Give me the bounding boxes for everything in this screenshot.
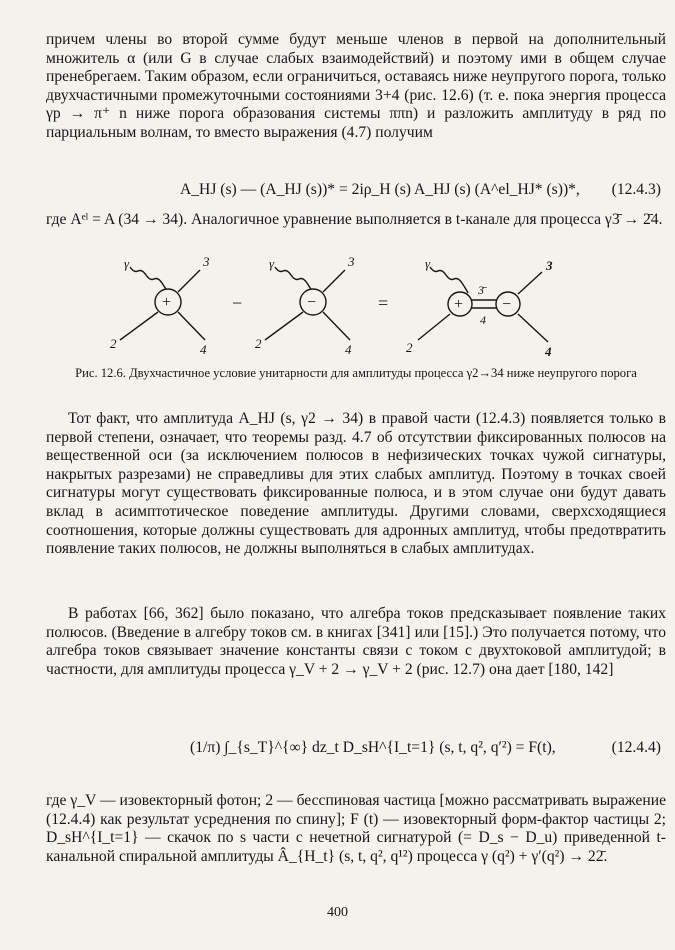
label-minus-right: − (502, 296, 512, 313)
figure-unitarity-diagram (100, 252, 580, 362)
figure-caption-text: Рис. 12.6. Двухчастичное условие унитарности для амплитуды процесса γ2→34 ниже неупругого порога (75, 366, 637, 380)
label-2-1: 2 (110, 336, 117, 351)
figure-caption (46, 366, 666, 381)
paragraph-3-text: Тот факт, что амплитуда A_HJ (s, γ2 → 34) в правой части (12.4.3) появляется только в первой степени, означает, что теоремы разд. 4.7 об отсутствии фиксированных полюсов на вещественной оси (за исключением полюсов в нефизических точках чужой сигнатуры, накрытых разрезами) не справедливы для этих слабых амплитуд. Поэтому в точках своей сигнатуры могут существовать фиксированные полюса, и в этом случае они будут давать вклад в асимптотическое поведение амплитуды. Другими словами, сверхсходящиеся соотношения, которые должны существовать для адронных амплитуд, чтобы предотвратить появление таких полюсов, не должны выполняться в слабых амплитудах. (46, 410, 666, 558)
label-2-2: 2 (255, 336, 262, 351)
label-minus: − (307, 294, 317, 311)
operator-equals: = (378, 293, 389, 313)
photon-line-3 (430, 267, 468, 293)
label-3-1: 3 (203, 254, 210, 269)
label-plus-right: + (454, 296, 464, 313)
label-4-3: 4 (545, 344, 552, 359)
leg-3-diagram-2 (323, 270, 345, 292)
leg-4-diagram-1 (178, 312, 205, 340)
leg-3-diagram-1 (178, 270, 200, 292)
photon-line-2 (275, 267, 313, 293)
label-inner-4: 4 (480, 313, 486, 327)
label-plus: + (162, 294, 172, 311)
leg-3-diagram-3 (518, 272, 542, 294)
paragraph-2-text: где Aᵉˡ = A (34 → 34). Аналогичное уравнение выполняется в t-канале для процесса γ3̄ → 2̄4. (46, 211, 663, 228)
operator-minus: − (232, 293, 243, 313)
paragraph-1 (46, 31, 666, 143)
leg-2-diagram-3 (418, 314, 450, 340)
equation-12-4-4-number (612, 738, 661, 758)
photon-line-1 (130, 267, 168, 293)
equation-12-4-3-number-text: (12.4.3) (611, 181, 661, 198)
label-3-3: 3 (546, 258, 553, 273)
equation-12-4-4-body: (1/π) ∫_{s_T}^{∞} dz_t D_sH^{I_t=1} (s, t, q², q′²) = F(t), (190, 739, 556, 756)
equation-12-4-4-number-text: (12.4.4) (611, 739, 661, 756)
leg-2-diagram-1 (120, 312, 158, 340)
label-gamma-1: γ (124, 256, 130, 271)
label-inner-3: 3̄ (478, 283, 484, 297)
paragraph-4-text: В работах [66, 362] было показано, что алгебра токов предсказывает появление таких полюсов. (Введение в алгебру токов см. в книгах [341] или [15].) Это получается потому, что алгебра токов связывает значение константы связи с током с двухтоковой амплитудой; в частности, для амплитуды процесса γ_V + 2 → γ_V + 2 (рис. 12.7) она дает [180, 142] (46, 605, 666, 678)
page-number-text: 400 (327, 905, 348, 920)
leg-2-diagram-2 (265, 312, 303, 340)
label-3-2: 3 (348, 254, 355, 269)
label-4-1: 4 (200, 342, 207, 357)
leg-4-diagram-3 (518, 314, 548, 342)
equation-12-4-3-number (612, 180, 661, 200)
equation-12-4-4 (190, 738, 556, 758)
equation-12-4-3-body: A_HJ (s) — (A_HJ (s))* = 2iρ_H (s) A_HJ (s) (A^el_HJ* (s))*, (180, 181, 580, 198)
paragraph-2 (46, 211, 666, 230)
paragraph-1-text: причем члены во второй сумме будут меньше членов в первой на дополнительный множитель α (или G в случае слабых взаимодействий) и поэтому ими в общем случае пренебрегаем. Таким образом, если ограничиться, оставаясь ниже неупругого порога, только двухчастичными промежуточными состояниями 3+4 (рис. 12.6) (т. е. пока энергия процесса γp → π⁺ n ниже порога образования системы ππn) и разложить амплитуду в ряд по парциальным волнам, то вместо выражения (4.7) получим (46, 31, 666, 141)
paragraph-4 (46, 605, 666, 679)
label-2-3: 2 (406, 340, 413, 355)
label-4-2: 4 (345, 342, 352, 357)
label-gamma-2: γ (269, 256, 275, 271)
label-gamma-3: γ (425, 256, 431, 271)
equation-12-4-3 (180, 180, 580, 200)
paragraph-3 (46, 410, 666, 559)
paragraph-5-text: где γ_V — изовекторный фотон; 2 — бесспиновая частица [можно рассматривать выражение (12.4.4) как результат усреднения по спину]; F (t) — изовекторный форм-фактор частицы 2; D_sH^{I_t=1} — скачок по s части с нечетной сигнатурой (= D_s − D_u) приведенной t-канальной спиральной амплитуды Â_{H_t} (s, t, q², q¹²) процесса γ (q²) + γ′(q²) → 22̄. (46, 792, 666, 865)
leg-4-diagram-2 (323, 312, 350, 340)
paragraph-5 (46, 792, 666, 866)
page-number (0, 905, 675, 921)
